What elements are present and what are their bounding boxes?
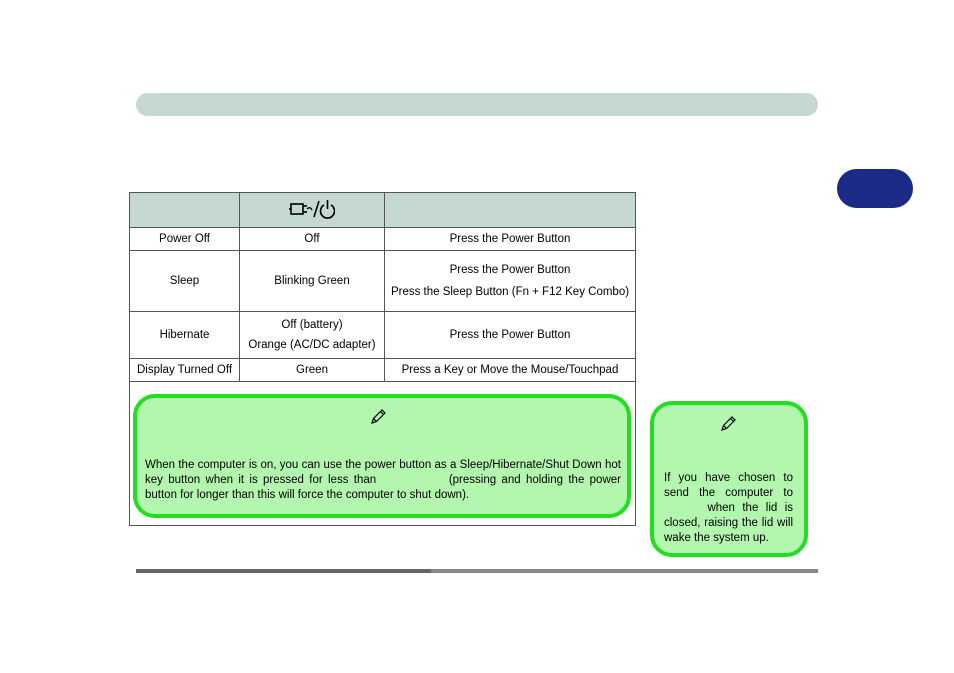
note-text-part: If you have chosen to send the computer to bbox=[664, 472, 793, 499]
led-cell: Green bbox=[240, 359, 385, 382]
resume-cell: Press the Power Button bbox=[385, 228, 636, 251]
resume-cell: Press a Key or Move the Mouse/Touchpad bbox=[385, 359, 636, 382]
table-row bbox=[130, 251, 636, 312]
header-led bbox=[240, 193, 385, 228]
state-cell: Sleep bbox=[130, 251, 240, 312]
pencil-icon bbox=[719, 415, 737, 433]
resume-line: Press the Sleep Button (Fn + F12 Key Combo) bbox=[390, 286, 630, 298]
power-button-note-text bbox=[145, 458, 621, 503]
note-text-part: When the computer is on, you can use the power button as a Sleep/Hibernate/Shut Down hot key button when it is pressed for less than bbox=[145, 459, 621, 486]
lid-wake-note-text bbox=[664, 471, 793, 546]
table-header-row bbox=[130, 193, 636, 228]
state-cell: Hibernate bbox=[130, 312, 240, 359]
resume-cell: Press the Power Button bbox=[385, 312, 636, 359]
resume-cell bbox=[385, 251, 636, 312]
table-row bbox=[130, 359, 636, 382]
chapter-tab[interactable] bbox=[837, 169, 913, 208]
header-state bbox=[130, 193, 240, 228]
pencil-icon bbox=[369, 408, 387, 426]
state-cell: Power Off bbox=[130, 228, 240, 251]
note-text-part: (pressing and holding the power button for longer than this will force the computer to shut down). bbox=[145, 474, 621, 501]
power-button-note bbox=[133, 394, 631, 518]
led-cell: Blinking Green bbox=[240, 251, 385, 312]
header-resume bbox=[385, 193, 636, 228]
state-cell: Display Turned Off bbox=[130, 359, 240, 382]
led-cell: Off bbox=[240, 228, 385, 251]
power-states-table bbox=[129, 192, 636, 382]
led-line: Orange (AC/DC adapter) bbox=[248, 339, 376, 351]
resume-line: Press the Power Button bbox=[449, 264, 571, 276]
page-footer-rule bbox=[136, 569, 818, 573]
led-line: Off (battery) bbox=[281, 319, 343, 331]
page-header-bar bbox=[136, 93, 818, 116]
table-row bbox=[130, 312, 636, 359]
led-cell bbox=[240, 312, 385, 359]
power-led-icon bbox=[289, 198, 335, 220]
lid-wake-note bbox=[650, 401, 808, 557]
table-row bbox=[130, 228, 636, 251]
note-text-part: when the lid is closed, raising the lid will wake the system up. bbox=[664, 502, 794, 544]
